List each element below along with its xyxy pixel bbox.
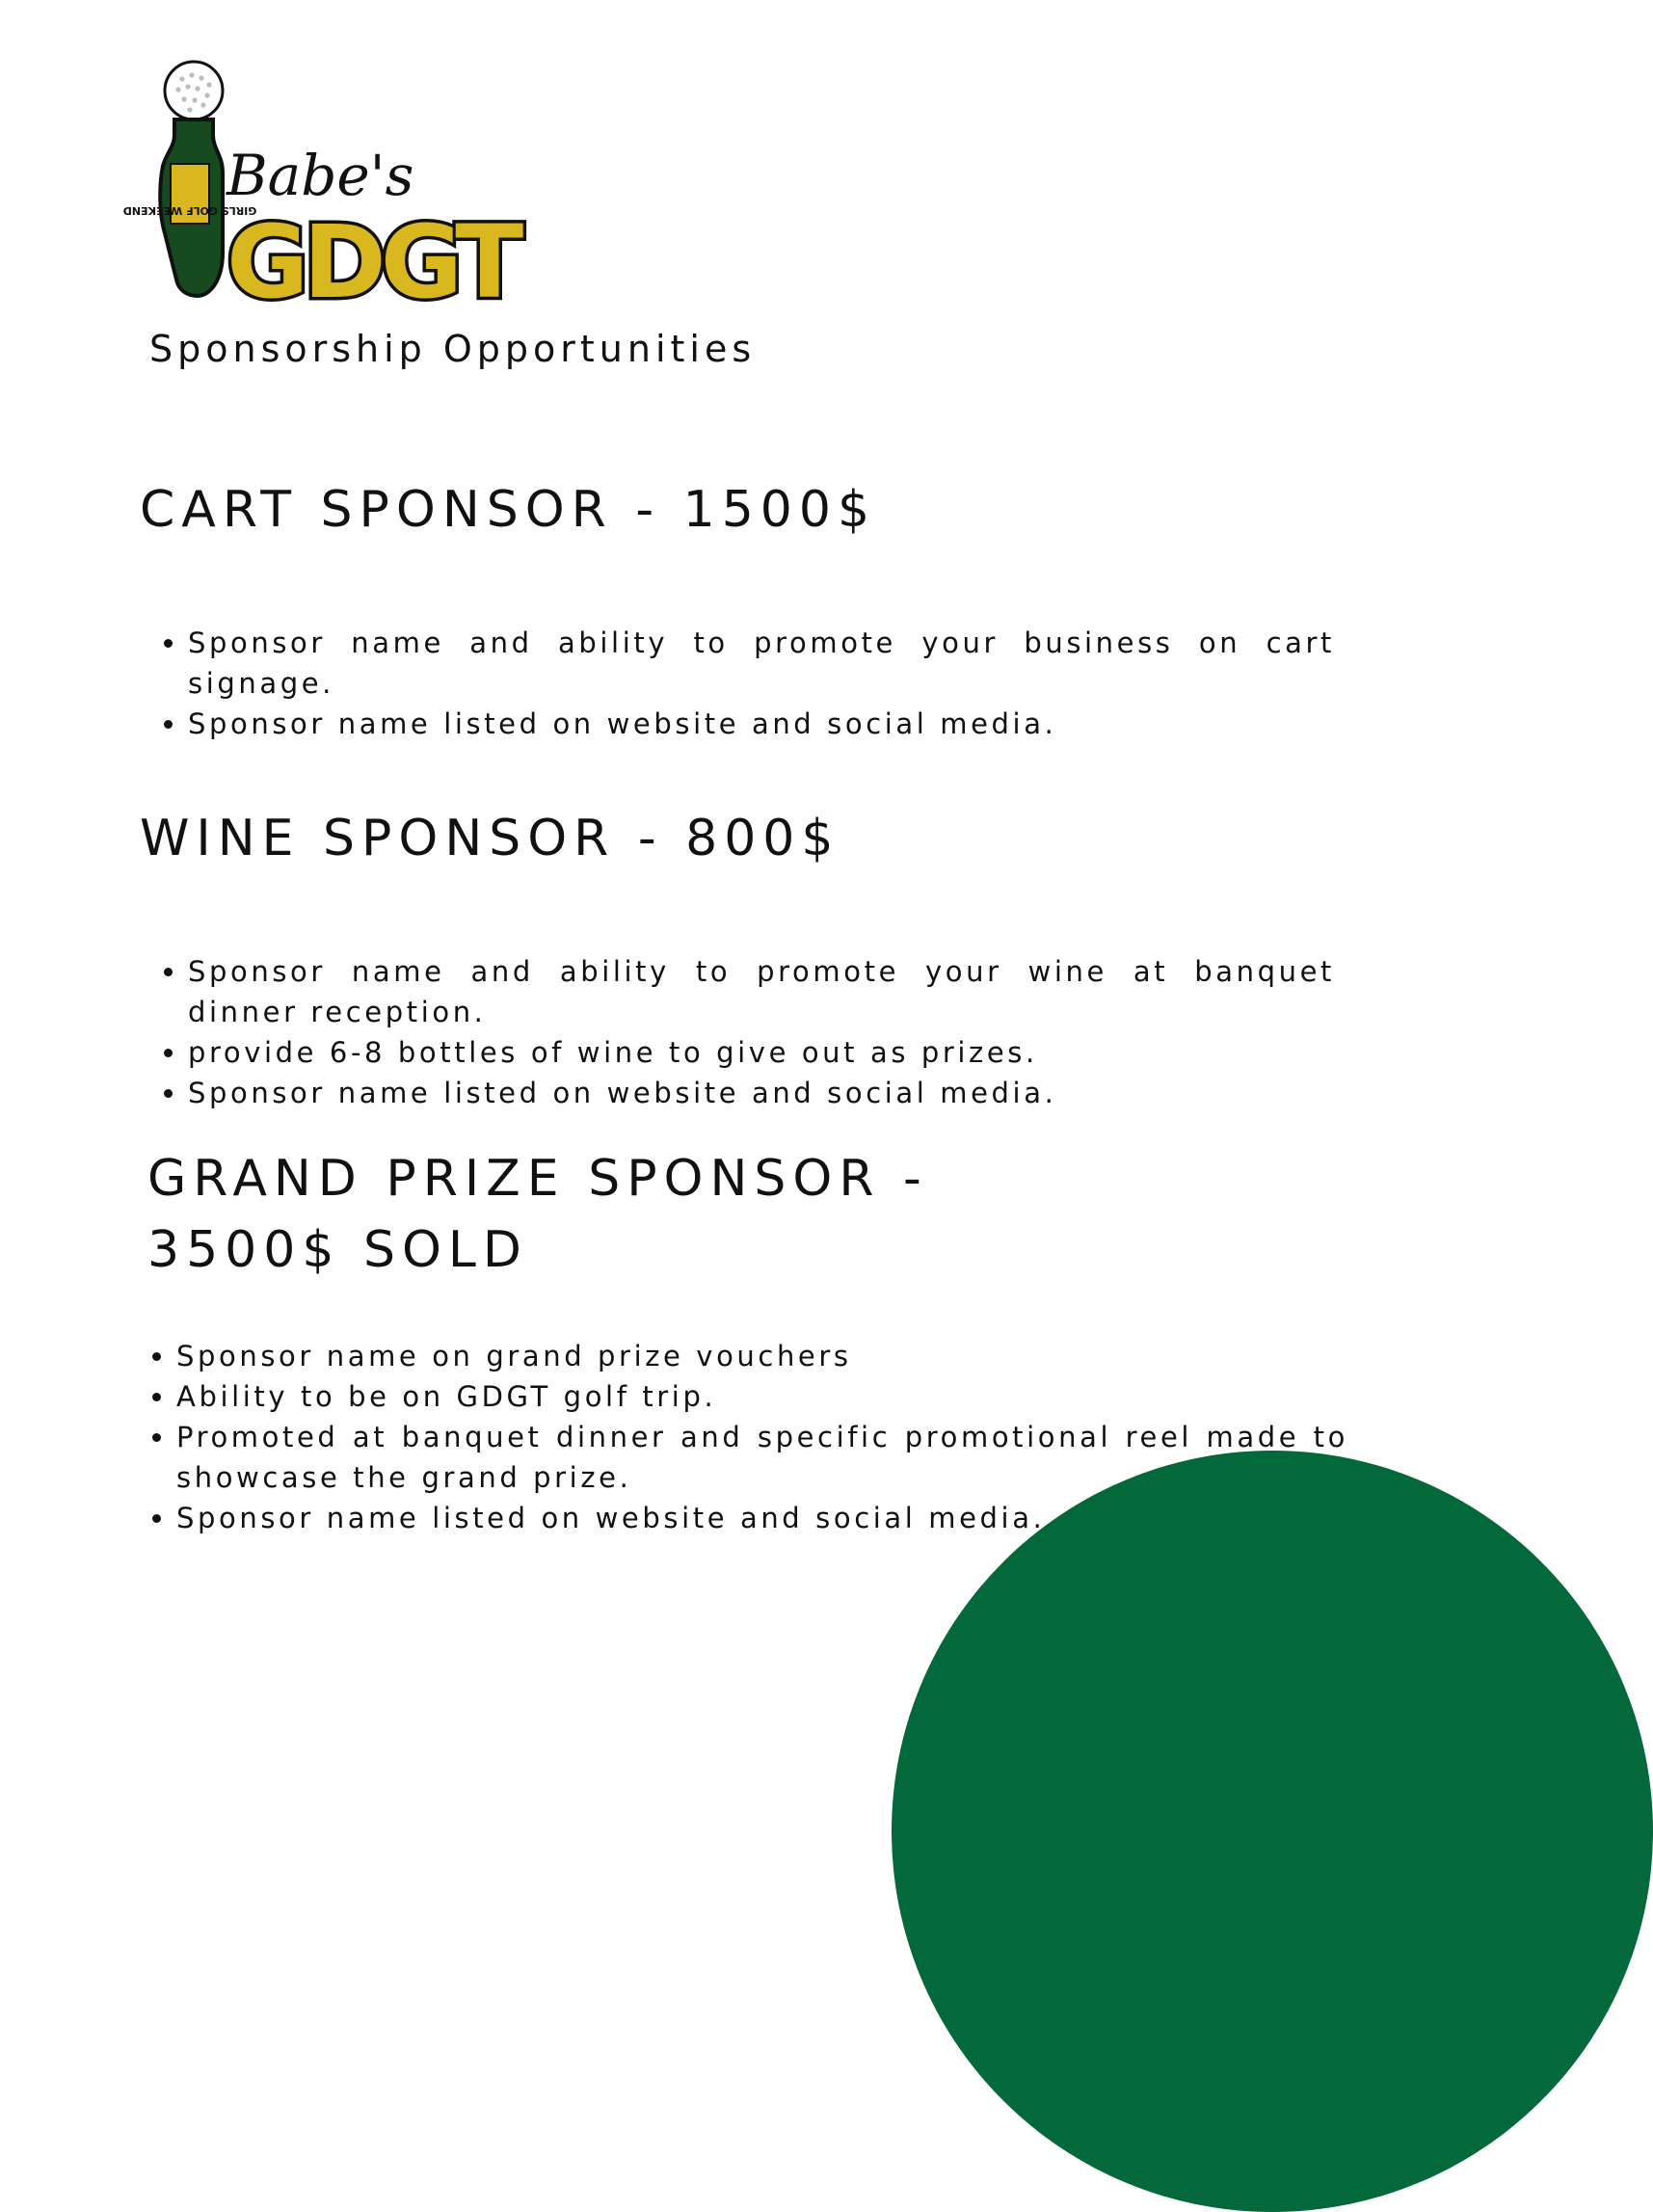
list-item: • provide 6-8 bottles of wine to give out as prizes. bbox=[188, 1032, 1335, 1073]
babes-gdgt-logo bbox=[122, 60, 554, 321]
wine-benefits-list bbox=[140, 951, 1335, 1113]
list-item: • Promoted at banquet dinner and specific promotional reel made to showcase the grand prize. bbox=[176, 1417, 1348, 1498]
section-title-cart: CART SPONSOR - 1500$ bbox=[140, 481, 877, 539]
list-item: • Sponsor name and ability to promote your business on cart signage. bbox=[188, 623, 1335, 704]
logo-label-text: GIRLS GOLF WEEKEND bbox=[122, 204, 257, 217]
list-item: • Sponsor name listed on website and social media. bbox=[188, 704, 1335, 744]
grand-prize-benefits-list bbox=[147, 1336, 1348, 1538]
list-item: • Sponsor name listed on website and social media. bbox=[188, 1073, 1335, 1113]
logo-main-text: GDGT bbox=[227, 203, 519, 321]
cart-sponsor-section bbox=[140, 474, 1335, 744]
logo-script-text: Babe's bbox=[227, 143, 414, 208]
section-title-grand-line1: GRAND PRIZE SPONSOR - bbox=[147, 1150, 928, 1208]
section-title-grand-line2: 3500$ SOLD bbox=[147, 1221, 528, 1279]
list-item: • Sponsor name listed on website and social media. bbox=[176, 1498, 1348, 1538]
list-item: • Sponsor name and ability to promote your wine at banquet dinner reception. bbox=[188, 951, 1335, 1032]
list-item: • Sponsor name on grand prize vouchers bbox=[176, 1336, 1348, 1376]
section-title-wine: WINE SPONSOR - 800$ bbox=[140, 810, 840, 867]
section-title-grand-prize bbox=[147, 1143, 1323, 1286]
wine-sponsor-section bbox=[140, 803, 1335, 1113]
logo-graphic bbox=[122, 60, 554, 321]
page-subtitle: Sponsorship Opportunities bbox=[149, 328, 757, 370]
list-item: • Ability to be on GDGT golf trip. bbox=[176, 1376, 1348, 1417]
grand-prize-sponsor-section bbox=[147, 1143, 1348, 1538]
cart-benefits-list bbox=[140, 623, 1335, 744]
decorative-green-circle bbox=[892, 1451, 1653, 2212]
